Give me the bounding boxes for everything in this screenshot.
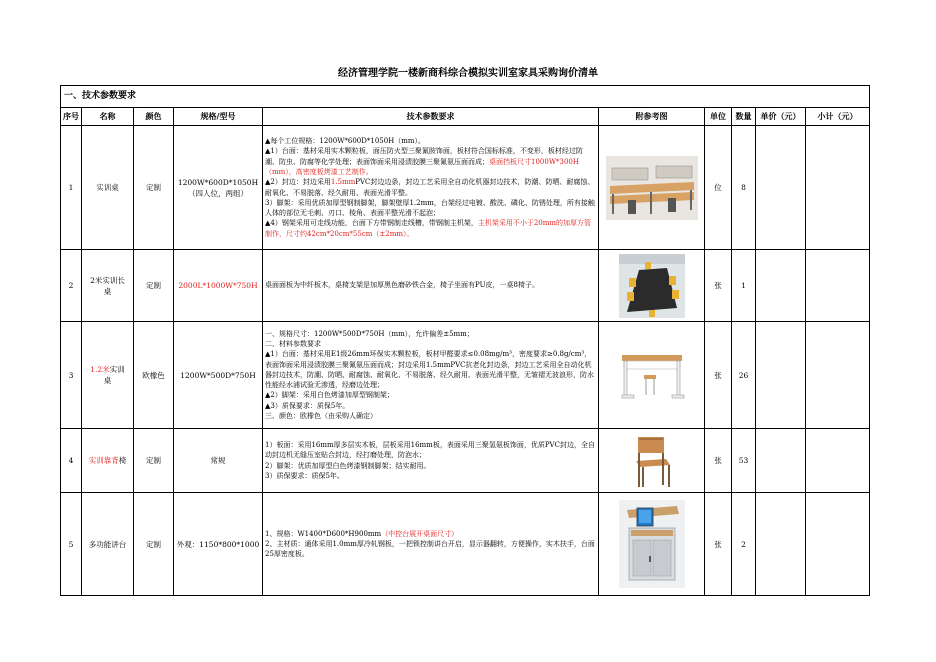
row-price: [756, 250, 806, 322]
row-subtotal: [806, 250, 870, 322]
row-no: 2: [61, 250, 82, 322]
row-image: [599, 493, 705, 596]
row-name: 实训靠背椅: [82, 429, 134, 493]
table-row: [61, 250, 870, 322]
spec-line: ▲2）脚架：采用白色烤漆加厚型钢制架；: [265, 391, 394, 400]
header-name: 名称: [82, 108, 134, 126]
header-row: [61, 108, 870, 126]
row-price: [756, 126, 806, 250]
spec-line: ▲3）质保要求：质保5年。: [265, 401, 350, 410]
document-title: 经济管理学院一楼新商科综合模拟实训室家具采购询价清单: [338, 68, 598, 79]
chair-image: [630, 433, 674, 489]
row-name: 多功能讲台: [82, 493, 134, 596]
study-desk-image: [618, 347, 686, 403]
header-price: 单价（元）: [756, 108, 806, 126]
spec-line: 二、材料参数要求: [265, 339, 321, 348]
row-name: [82, 322, 134, 429]
header-unit: 单位: [705, 108, 732, 126]
row-spec: [263, 126, 599, 250]
desk-cluster-image: [606, 156, 698, 220]
row-qty: 8: [732, 126, 756, 250]
header-image: 附参考图: [599, 108, 705, 126]
row-spec: 桌面面板为中纤板木，桌椅支架是加厚黑色磨砂铁合金，椅子坐面有PU皮，一桌8椅子。: [263, 250, 599, 322]
spec-line: ▲每个工位规格：1200W*600D*1050H（mm）。: [265, 137, 426, 146]
row-price: [756, 493, 806, 596]
spec-line: 一、规格尺寸：1200W*500D*750H（mm），允许偏差±5mm；: [265, 329, 474, 338]
name-line: 桌: [103, 286, 112, 296]
row-model: 1200W*500D*750H: [174, 322, 263, 429]
row-unit: 张: [705, 493, 732, 596]
spec-line: 2、主材质：通体采用1.0mm厚冷轧钢板，一把锁控制讲台开启，显示器翻转，方便操作，实木扶手，台面25厚密度板。: [265, 539, 595, 559]
row-model: 外观：1150*800*1000: [174, 493, 263, 596]
row-unit: 张: [705, 322, 732, 429]
row-spec: [263, 493, 599, 596]
row-qty: 1: [732, 250, 756, 322]
row-color: 定制: [134, 429, 174, 493]
spec-line: ▲2）封边：封边采用1.5mmPVC封边边条，封边工艺采用全自动化机器封边技术，防潮、防晒、耐腐蚀、耐氧化、不易脱落、经久耐用、表面光滑平整。: [265, 178, 595, 197]
row-no: 4: [61, 429, 82, 493]
row-image: [599, 250, 705, 322]
spec-line: ▲1）台面：基材采用E1级26mm环保实木颗粒板，板材甲醛要求≤0.08mg/m³，密度要求≥0.8g/cm³，表面饰面采用浸渍胶膜三聚氰氨压面而成；封边采用1.5mmPVC抗老化封边条，封边工艺采用全自动化机器封边技术，防潮、防晒、耐腐蚀、耐氧化、不易脱落、经久耐用、表面光滑平整，无皱褶无波浪形，防水性能经水浦试验无渗透，经磨边处理；: [265, 350, 594, 390]
spec-line: 三、颜色：欧橡色（由采购人确定）: [265, 412, 377, 421]
row-image: [599, 126, 705, 250]
row-name: 实训桌: [82, 126, 134, 250]
row-price: [756, 322, 806, 429]
spec-line: 2）脚架：优质加厚型白色烤漆钢制脚架；结实耐用。: [265, 461, 431, 470]
name-line: 1.2米实训: [90, 365, 125, 374]
row-no: 1: [61, 126, 82, 250]
table-row: [61, 322, 870, 429]
long-table-image: [619, 254, 685, 318]
spec-line: ▲4）钢架采用可走线功能，台面下方带钢制走线槽，带钢制主机架，主机架采用不小于20mm的加厚方管制作，尺寸约42cm*20cm*55cm（±2mm）。: [265, 219, 592, 238]
podium-image: [619, 500, 685, 588]
section-row: [61, 86, 870, 108]
row-price: [756, 429, 806, 493]
row-name: [82, 250, 134, 322]
header-spec: 技术参数要求: [263, 108, 599, 126]
row-color: 定制: [134, 126, 174, 250]
table-row: [61, 493, 870, 596]
row-subtotal: [806, 429, 870, 493]
spec-line: ▲1）台面：基材采用实木颗粒板，面压防火型三聚氰胺饰面，板材符合国标标准，不变形，板材经过防潮、防虫、防腐等化学处理；表面饰面采用浸渍胶膜三聚氰氨压面而成；桌面挡板尺寸1000W*300H（mm），高密度板烤漆工艺制作。: [265, 147, 583, 176]
row-image: [599, 429, 705, 493]
row-qty: 2: [732, 493, 756, 596]
name-line: 2米实训长: [90, 275, 125, 285]
table-row: [61, 429, 870, 493]
header-color: 颜色: [134, 108, 174, 126]
name-line: 桌: [103, 376, 112, 385]
model-line: 1200W*600D*1050H: [177, 177, 259, 187]
row-model: 2000L*1000W*750H: [174, 250, 263, 322]
row-qty: 26: [732, 322, 756, 429]
row-model: [174, 126, 263, 250]
spec-line: 1、规格：W1400*D600*H900mm（中控台展开桌面尺寸）: [265, 529, 459, 538]
row-unit: 张: [705, 429, 732, 493]
row-spec: [263, 322, 599, 429]
row-subtotal: [806, 322, 870, 429]
row-unit: 张: [705, 250, 732, 322]
spec-line: 3）质保要求：质保5年。: [265, 471, 344, 480]
header-subtotal: 小计（元）: [806, 108, 870, 126]
header-qty: 数量: [732, 108, 756, 126]
row-color: 定制: [134, 493, 174, 596]
row-image: [599, 322, 705, 429]
row-no: 5: [61, 493, 82, 596]
model-line: （四人位，两组）: [188, 188, 248, 198]
header-no: 序号: [61, 108, 82, 126]
row-color: 定制: [134, 250, 174, 322]
row-color: 欧橡色: [134, 322, 174, 429]
table-row: [61, 126, 870, 250]
row-spec: [263, 429, 599, 493]
header-model: 规格/型号: [174, 108, 263, 126]
section-title: 一、技术参数要求: [61, 86, 870, 108]
row-subtotal: [806, 493, 870, 596]
row-subtotal: [806, 126, 870, 250]
row-model: 常规: [174, 429, 263, 493]
row-qty: 53: [732, 429, 756, 493]
spec-line: 1）板面：采用16mm厚多层实木板，层板采用16mm板，表面采用三聚氢氨板饰面，优质PVC封边，全自动封边机无缝压室贴合封边，经打磨处理，防泡水；: [265, 440, 595, 460]
spec-line: 3）脚架：采用优质加厚型钢制脚架，脚架壁厚1.2mm，台架经过电镀、酸洗、磷化、防锈处理，所有接触人体的部位无毛刺、刃口、棱角、表面平整光滑不起泡；: [265, 198, 595, 218]
procurement-table: [60, 85, 870, 596]
row-unit: 位: [705, 126, 732, 250]
row-no: 3: [61, 322, 82, 429]
